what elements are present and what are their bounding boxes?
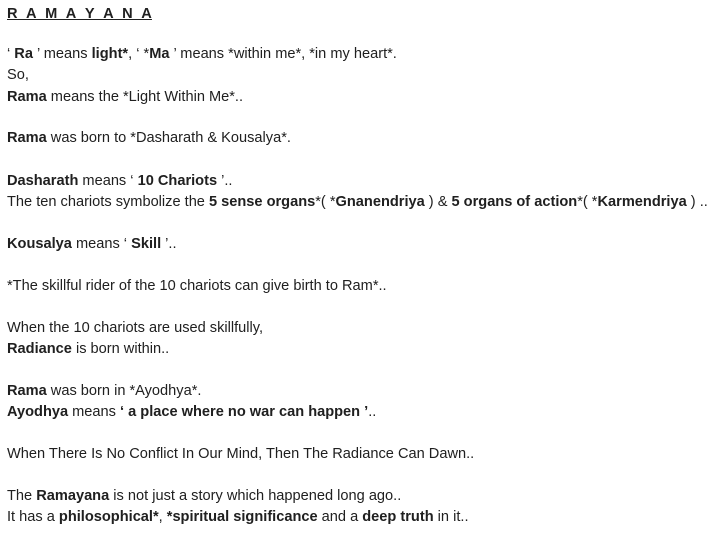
text-span: ) &: [424, 194, 452, 210]
text-line-radiance: [7, 340, 169, 358]
text-span: means: [68, 404, 121, 420]
text-span: is not just a story which happened long ago..: [109, 488, 402, 504]
bold-span: 10 Chariots: [137, 173, 218, 189]
text-span: *( *: [315, 194, 336, 210]
text-span: When the 10 chariots are used skillfully,: [7, 320, 264, 336]
text-span: ‘: [7, 46, 15, 62]
text-line-so: [7, 66, 29, 84]
text-line-dasharath: [7, 172, 232, 190]
text-line-born-ayodhya: [7, 382, 201, 400]
text-span: ’..: [217, 173, 233, 189]
bold-span: Rama: [7, 383, 47, 399]
text-span: *( *: [577, 194, 598, 210]
text-span: means the *Light Within Me*..: [46, 89, 244, 105]
text-line-chariots-symbolize: [7, 193, 708, 211]
text-span: *The skillful rider of the 10 chariots can give birth to Ram*..: [7, 278, 387, 294]
text-line-used-skillfully: [7, 319, 263, 337]
bold-span: deep truth: [362, 509, 434, 525]
bold-span: Kousalya: [7, 236, 72, 252]
text-line-skillful-rider: [7, 277, 387, 295]
text-span: means ‘: [71, 236, 132, 252]
text-span: It has a: [7, 509, 59, 525]
text-line-ayodhya-means: [7, 403, 376, 421]
text-span: The: [7, 488, 37, 504]
text-span: ’ means *within me*, *in my heart*.: [169, 46, 397, 62]
bold-span: light*: [91, 46, 129, 62]
bold-span: ‘ a place where no war can happen ’: [120, 404, 369, 420]
text-span: ,: [158, 509, 167, 525]
text-span: The ten chariots symbolize the: [7, 194, 209, 210]
bold-span: Dasharath: [7, 173, 79, 189]
bold-span: Ma: [149, 46, 170, 62]
text-line-kousalya: [7, 235, 177, 253]
bold-span: 5 organs of action: [451, 194, 578, 210]
text-span: ’ means: [32, 46, 92, 62]
text-span: was born in *Ayodhya*.: [46, 383, 202, 399]
text-span: in it..: [433, 509, 469, 525]
text-span: ) ..: [686, 194, 708, 210]
bold-span: Karmendriya: [597, 194, 687, 210]
bold-span: Gnanendriya: [335, 194, 425, 210]
bold-span: *spiritual significance: [166, 509, 318, 525]
text-span: was born to *Dasharath & Kousalya*.: [46, 130, 291, 146]
bold-span: Radiance: [7, 341, 72, 357]
bold-span: Ayodhya: [7, 404, 69, 420]
text-span: ’..: [161, 236, 177, 252]
text-span: So,: [7, 67, 29, 83]
text-line-rama-born: [7, 129, 291, 147]
text-span: , ‘ *: [128, 46, 150, 62]
text-line-ra-ma: [7, 45, 397, 63]
page-title: R_A_M_A_Y_A_N_A: [7, 6, 152, 22]
text-span: ..: [368, 404, 377, 420]
text-span: and a: [317, 509, 363, 525]
bold-span: 5 sense organs: [208, 194, 316, 210]
text-line-no-conflict: [7, 445, 474, 463]
text-line-philosophical: [7, 508, 469, 526]
bold-span: Rama: [7, 130, 47, 146]
text-span: means ‘: [78, 173, 138, 189]
bold-span: Rama: [7, 89, 47, 105]
bold-span: Skill: [131, 236, 162, 252]
bold-span: philosophical*: [58, 509, 159, 525]
text-span: When There Is No Conflict In Our Mind, Then The Radiance Can Dawn..: [7, 446, 475, 462]
text-line-ramayana-story: [7, 487, 401, 505]
text-line-rama-means: [7, 88, 243, 106]
bold-span: Ramayana: [36, 488, 110, 504]
bold-span: Ra: [14, 46, 33, 62]
text-span: is born within..: [71, 341, 170, 357]
